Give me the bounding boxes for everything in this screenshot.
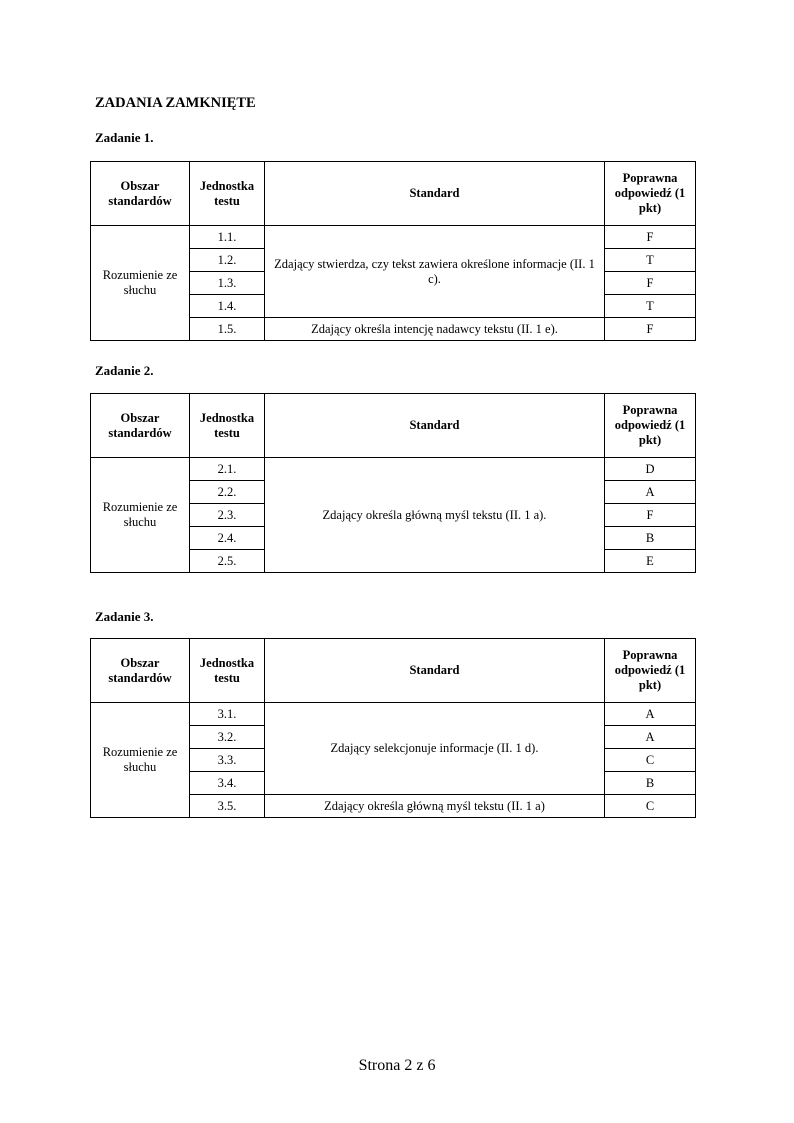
standard-cell: Zdający stwierdza, czy tekst zawiera określone informacje (II. 1 c).: [265, 226, 605, 318]
area-cell: Rozumienie ze słuchu: [91, 703, 190, 818]
unit-cell: 2.2.: [190, 481, 265, 504]
answer-cell: C: [605, 795, 696, 818]
header-unit: Jednostka testu: [190, 639, 265, 703]
area-cell: Rozumienie ze słuchu: [91, 458, 190, 573]
unit-cell: 2.5.: [190, 550, 265, 573]
standard-cell: Zdający określa główną myśl tekstu (II. 1 a): [265, 795, 605, 818]
answer-cell: A: [605, 481, 696, 504]
answer-cell: T: [605, 295, 696, 318]
area-cell: Rozumienie ze słuchu: [91, 226, 190, 341]
answer-cell: F: [605, 504, 696, 527]
table-row: [91, 226, 696, 249]
table-row: [91, 458, 696, 481]
standard-cell: Zdający określa intencję nadawcy tekstu (II. 1 e).: [265, 318, 605, 341]
table-header-row: [91, 639, 696, 703]
answer-cell: T: [605, 249, 696, 272]
unit-cell: 1.5.: [190, 318, 265, 341]
unit-cell: 3.4.: [190, 772, 265, 795]
unit-cell: 2.1.: [190, 458, 265, 481]
header-standard: Standard: [265, 394, 605, 458]
unit-cell: 3.2.: [190, 726, 265, 749]
task-3-table: [90, 638, 696, 818]
unit-cell: 1.1.: [190, 226, 265, 249]
answer-cell: E: [605, 550, 696, 573]
unit-cell: 1.2.: [190, 249, 265, 272]
answer-cell: F: [605, 318, 696, 341]
unit-cell: 3.5.: [190, 795, 265, 818]
header-answer: Poprawna odpowiedź (1 pkt): [605, 394, 696, 458]
table-row: [91, 703, 696, 726]
task-3-label: Zadanie 3.: [95, 609, 154, 624]
table-header-row: [91, 394, 696, 458]
unit-cell: 2.4.: [190, 527, 265, 550]
unit-cell: 3.3.: [190, 749, 265, 772]
answer-cell: D: [605, 458, 696, 481]
header-area: Obszar standardów: [91, 639, 190, 703]
task-1-table: [90, 161, 696, 341]
answer-cell: B: [605, 772, 696, 795]
header-unit: Jednostka testu: [190, 394, 265, 458]
answer-cell: A: [605, 703, 696, 726]
answer-cell: A: [605, 726, 696, 749]
standard-cell: Zdający selekcjonuje informacje (II. 1 d).: [265, 703, 605, 795]
header-standard: Standard: [265, 162, 605, 226]
header-answer: Poprawna odpowiedź (1 pkt): [605, 162, 696, 226]
header-answer: Poprawna odpowiedź (1 pkt): [605, 639, 696, 703]
header-unit: Jednostka testu: [190, 162, 265, 226]
unit-cell: 3.1.: [190, 703, 265, 726]
answer-cell: F: [605, 226, 696, 249]
header-standard: Standard: [265, 639, 605, 703]
unit-cell: 1.4.: [190, 295, 265, 318]
task-2-table: [90, 393, 696, 573]
standard-cell: Zdający określa główną myśl tekstu (II. 1 a).: [265, 458, 605, 573]
unit-cell: 2.3.: [190, 504, 265, 527]
header-area: Obszar standardów: [91, 394, 190, 458]
page-number: Strona 2 z 6: [358, 1057, 436, 1074]
task-1-label: Zadanie 1.: [95, 130, 154, 145]
answer-cell: C: [605, 749, 696, 772]
task-2-label: Zadanie 2.: [95, 363, 154, 378]
header-area: Obszar standardów: [91, 162, 190, 226]
answer-cell: F: [605, 272, 696, 295]
page-title: ZADANIA ZAMKNIĘTE: [95, 95, 256, 111]
table-header-row: [91, 162, 696, 226]
unit-cell: 1.3.: [190, 272, 265, 295]
answer-cell: B: [605, 527, 696, 550]
